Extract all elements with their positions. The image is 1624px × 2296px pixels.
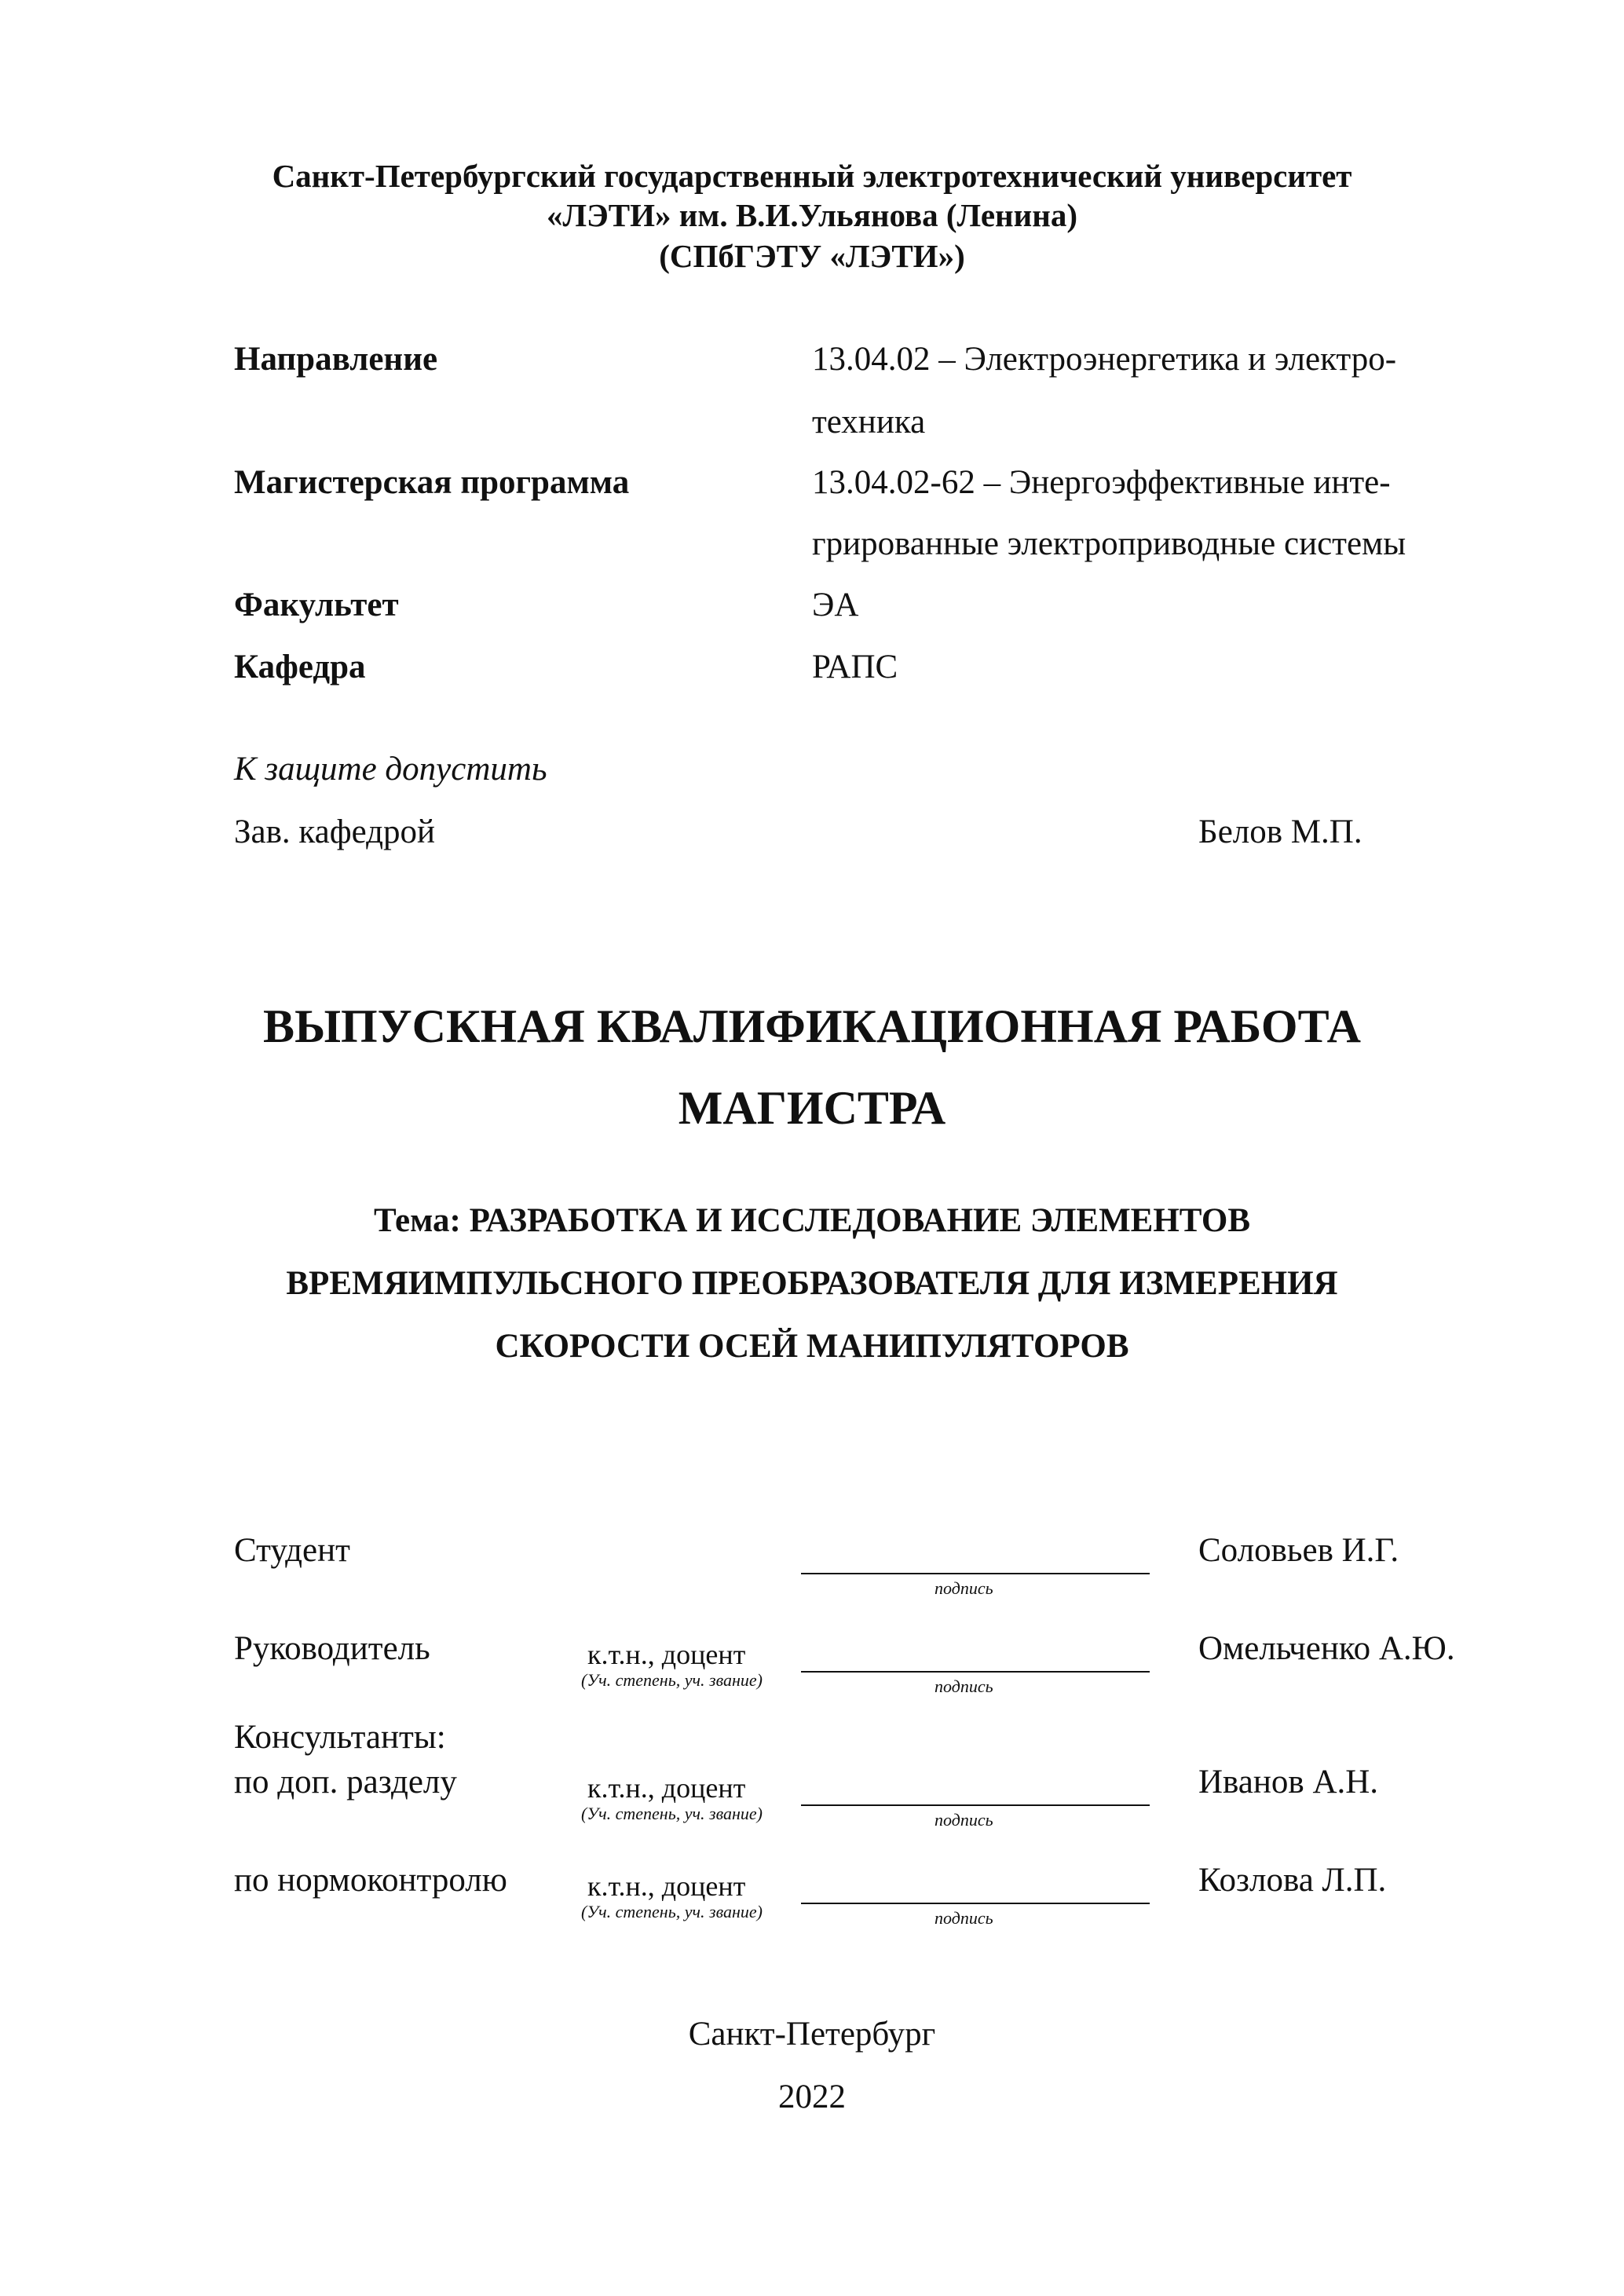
- supervisor-degree-caption: (Уч. степень, уч. звание): [581, 1670, 763, 1690]
- program-value-line2: грированные электроприводные системы: [812, 525, 1406, 562]
- topic-line3: СКОРОСТИ ОСЕЙ МАНИПУЛЯТОРОВ: [495, 1328, 1129, 1365]
- supervisor-degree: к.т.н., доцент: [587, 1639, 746, 1670]
- additional-section-consultant-role: по доп. разделу: [234, 1764, 457, 1801]
- topic-line2: ВРЕМЯИМПУЛЬСНОГО ПРЕОБРАЗОВАТЕЛЯ ДЛЯ ИЗМЕРЕНИЯ: [286, 1265, 1338, 1302]
- additional-section-consultant-signature-caption: подпись: [935, 1810, 993, 1830]
- additional-section-consultant-signature-line: [801, 1804, 1150, 1806]
- work-title-line1: ВЫПУСКНАЯ КВАЛИФИКАЦИОННАЯ РАБОТА: [263, 1000, 1361, 1052]
- norm-control-consultant-signature-caption: подпись: [935, 1908, 993, 1928]
- norm-control-consultant-degree: к.т.н., доцент: [587, 1870, 746, 1902]
- university-name-line1: Санкт-Петербургский государственный электротехнический университет: [272, 158, 1352, 194]
- student-signature-caption: подпись: [935, 1578, 993, 1598]
- student-name: Соловьев И.Г.: [1198, 1532, 1399, 1569]
- topic-line1: Тема: РАЗРАБОТКА И ИССЛЕДОВАНИЕ ЭЛЕМЕНТОВ: [373, 1202, 1251, 1239]
- consultants-label: Консультанты:: [234, 1719, 446, 1756]
- university-abbreviation: (СПбГЭТУ «ЛЭТИ»): [659, 238, 965, 274]
- department-value: РАПС: [812, 649, 898, 686]
- faculty-label: Факультет: [234, 587, 399, 623]
- additional-section-consultant-degree-caption: (Уч. степень, уч. звание): [581, 1804, 763, 1823]
- additional-section-consultant-degree: к.т.н., доцент: [587, 1772, 746, 1804]
- program-value-line1: 13.04.02-62 – Энергоэффективные инте-: [812, 464, 1391, 501]
- footer-year: 2022: [778, 2078, 846, 2115]
- supervisor-role: Руководитель: [234, 1630, 430, 1667]
- supervisor-name: Омельченко А.Ю.: [1198, 1630, 1455, 1667]
- admit-to-defense: К защите допустить: [234, 751, 547, 788]
- program-label: Магистерская программа: [234, 464, 630, 501]
- footer-city: Санкт-Петербург: [688, 2016, 936, 2053]
- work-title-line2: МАГИСТРА: [678, 1082, 946, 1134]
- student-role: Студент: [234, 1532, 350, 1569]
- faculty-value: ЭА: [812, 587, 859, 623]
- norm-control-consultant-name: Козлова Л.П.: [1198, 1862, 1387, 1899]
- direction-label: Направление: [234, 341, 438, 378]
- norm-control-consultant-role: по нормоконтролю: [234, 1862, 507, 1899]
- department-label: Кафедра: [234, 649, 366, 686]
- head-of-department-name: Белов М.П.: [1198, 813, 1362, 850]
- direction-value-line1: 13.04.02 – Электроэнергетика и электро-: [812, 341, 1397, 378]
- additional-section-consultant-name: Иванов А.Н.: [1198, 1764, 1379, 1801]
- supervisor-signature-caption: подпись: [935, 1676, 993, 1696]
- norm-control-consultant-degree-caption: (Уч. степень, уч. звание): [581, 1902, 763, 1921]
- direction-value-line2: техника: [812, 404, 926, 441]
- university-name-line2: «ЛЭТИ» им. В.И.Ульянова (Ленина): [546, 197, 1078, 233]
- student-signature-line: [801, 1573, 1150, 1574]
- head-of-department-label: Зав. кафедрой: [234, 813, 436, 850]
- supervisor-signature-line: [801, 1671, 1150, 1673]
- norm-control-consultant-signature-line: [801, 1903, 1150, 1904]
